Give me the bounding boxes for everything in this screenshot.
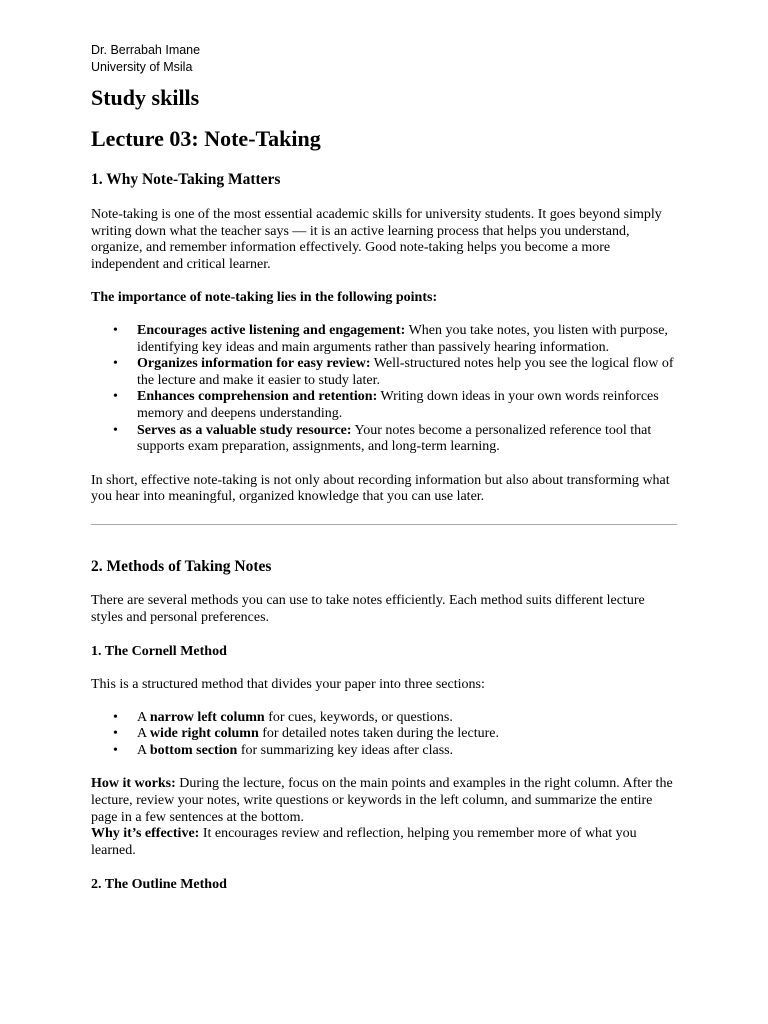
list-item-text: Writing down ideas in your own words reinforces memory and deepens understanding. [137,389,659,421]
cornell-heading: 1. The Cornell Method [91,644,227,660]
list-item-text: for summarizing key ideas after class. [237,742,454,758]
lecture-title: Lecture 03: Note-Taking [91,126,321,151]
list-item-text: for detailed notes taken during the lecture. [258,726,499,742]
list-item-text: Your notes become a personalized reference tool that supports exam preparation, assignments, and long-term learning. [137,422,652,455]
list-item-prefix: A [137,726,150,742]
how-label: How it works: [91,776,176,792]
institution-name: University of Msila [91,60,193,74]
list-item-lead: Enhances comprehension and retention: [137,389,378,405]
list-item [91,710,677,727]
list-item [91,389,677,422]
why-label: Why it’s effective: [91,826,200,842]
list-item-lead: narrow left column [149,709,265,725]
list-item-lead: Organizes information for easy review: [137,356,371,372]
section1-intro: Note-taking is one of the most essential academic skills for university students. It goes beyond simply writing down what the teacher says — it is an active learning process that helps you understand, organize, and remember information effectively. Good note-taking helps you become a more independent and critical learner. [91,207,662,272]
cornell-why-effective [91,826,677,859]
importance-list [91,323,677,456]
course-title: Study skills [91,85,200,110]
document-page [91,42,677,893]
list-item-text: for cues, keywords, or questions. [264,709,453,725]
why-text: It encourages review and reflection, helping you remember more of what you learned. [91,826,637,858]
outline-heading: 2. The Outline Method [91,877,227,893]
list-item-prefix: A [137,742,150,758]
list-item-prefix: A [137,709,150,725]
list-item-lead: Encourages active listening and engagement: [137,322,406,338]
section2-intro: There are several methods you can use to take notes efficiently. Each method suits different lecture styles and personal preferences. [91,592,645,625]
author-block [91,42,677,76]
list-item-lead: bottom section [149,742,238,758]
cornell-list [91,710,677,760]
list-item-lead: Serves as a valuable study resource: [137,422,352,438]
section1-summary: In short, effective note-taking is not only about recording information but also about transforming what you hear into meaningful, organized knowledge that you can use later. [91,472,670,505]
cornell-intro: This is a structured method that divides your paper into three sections: [91,677,485,693]
list-item [91,726,677,743]
section1-heading: 1. Why Note-Taking Matters [91,171,281,188]
list-item-text: Well-structured notes help you see the logical flow of the lecture and make it easier to study later. [137,356,674,388]
list-item [91,356,677,389]
section2-heading: 2. Methods of Taking Notes [91,557,272,575]
importance-heading [91,290,677,307]
cornell-how-it-works [91,776,677,826]
how-text: During the lecture, focus on the main points and examples in the right column. After the lecture, review your notes, write questions or keywords in the left column, and summarize the entire page in a few sentences at the bottom. [91,776,673,825]
list-item-lead: wide right column [149,726,259,742]
list-item [91,323,677,356]
list-item-text: When you take notes, you listen with purpose, identifying key ideas and main arguments rather than passively hearing information. [137,322,668,355]
author-name: Dr. Berrabah Imane [91,43,201,57]
list-item [91,743,677,760]
list-item [91,423,677,456]
importance-heading-text: The importance of note-taking lies in the following points: [91,290,438,306]
